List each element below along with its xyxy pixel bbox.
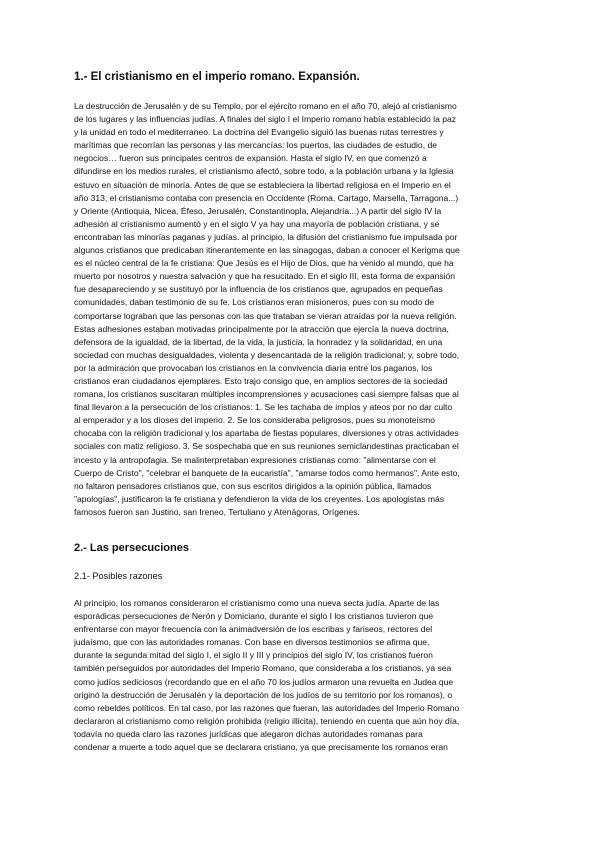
subsection-heading-2-1: 2.1- Posibles razones (74, 571, 163, 581)
section-heading-2: 2.- Las persecuciones (74, 542, 189, 554)
text-line: Cuerpo de Cristo", "celebrar el banquete de la eucaristía", "amarse todos como hermanos". Ante esto, (74, 467, 460, 478)
text-line: muerto por nosotros y nuestra salvación y que ha resucitado. En el siglo III, esta forma de expansión (74, 271, 456, 282)
text-line: famosos fueron san Justino, san Ireneo, Tertuliano y Atenágoras, Orígenes. (74, 506, 360, 517)
text-line: Al principio, los romanos consideraron el cristianismo como una nueva secta judía. Aparte de las (74, 598, 440, 608)
text-line: de los lugares y las influencias judías. A finales del siglo I el Imperio romano había establecido la paz (74, 114, 456, 125)
text-line: como judíos sediciosos (recordando que en el año 70 los judíos armaron una revuelta en Judea que (74, 676, 454, 687)
section-2-paragraph (74, 597, 530, 754)
text-line: comportarse lograban que las personas con las que trataban se vieran atraídas por la nueva religión. (74, 310, 457, 321)
text-line: al emperador y a los dioses del imperio. 2. Se los consideraba peligrosos, pues su monoteísmo (74, 415, 436, 426)
text-line: comunidades, daban testimonio de su fe. Los cristianos eran misioneros, pues con su modo de (74, 297, 435, 308)
text-line: judaísmo, que con las autoridades romanas. Con base en diversos testimonios se afirma que, (74, 637, 430, 648)
text-line: "apologías", justificaron la fe cristiana y defendieron la vida de los creyentes. Los apologistas más (74, 493, 444, 504)
text-line: condenar a muerte a todo aquel que se declarara cristiano, ya que precisamente los romanos eran (74, 742, 448, 753)
text-line: fue desapareciendo y se sustituyó por la influencia de los cristianos que, agrupados en pequeñas (74, 284, 443, 295)
text-line: romana, los cristianos suscitaran múltiples incomprensiones y acusaciones casi siempre falsas que al (74, 389, 459, 400)
text-line: algunos cristianos que predicaban itinerantemente en las sinagogas, daban a conocer el Kerigma que (74, 245, 460, 256)
text-line: estuvo en situación de minoría. Antes de que se estableciera la libertad religiosa en el Imperio en el (74, 179, 451, 190)
text-line: no faltaron pensadores cristianos que, con sus escritos dirigidos a la opinión pública, llamados (74, 480, 432, 491)
text-line: cristianos eran ciudadanos ejemplares. Esto trajo consigo que, en amplios sectores de la sociedad (74, 375, 448, 386)
text-line: y Oriente (Antioquia, Nicea, Éfeso, Jerusalén, Constantinopla, Alejandría...) A partir del siglo IV la (74, 205, 442, 216)
text-line: todavía no queda claro las razones jurídicas que alegaron dichas autoridades romanas para (74, 728, 423, 739)
text-line: declararon al cristianismo como religión prohibida (religio illicita), teniendo en cuenta que aún hoy día, (74, 715, 460, 726)
text-line: esporádicas persecuciones de Nerón y Domiciano, durante el siglo I los cristianos tuvieron que (74, 611, 434, 622)
section-heading-1: 1.- El cristianismo en el imperio romano. Expansión. (74, 71, 360, 83)
text-line: y la unidad en todo el mediterraneo. La doctrina del Evangelio siguió las buenas rutas terrestres y (74, 127, 444, 138)
text-line: por la admiración que provocaban los cristianos en la convivencia diaria entre los paganos, los (74, 362, 433, 373)
text-line: difundirse en los medios rurales, el cristianismo afectó, sobre todo, a la población urbana y la Iglesia (74, 166, 454, 177)
text-line: año 313, el cristianismo contaba con presencia en Occidente (Roma, Cartago, Marsella, Tarragona...) (74, 192, 459, 203)
text-line: marítimas que recorrían las personas y las mercancías: los puertos, las ciudades de estudio, de (74, 140, 437, 151)
text-line: encontraban las minorías paganas y judías. al principio, la difusión del cristianismo fue impulsada por (74, 231, 458, 242)
text-line: durante la segunda mitad del siglo I, el siglo II y III y principios del siglo IV, los cristianos fueron (74, 650, 433, 661)
text-line: final llevaron a la persecución de los cristianos: 1. Se les tachaba de impíos y ateos por no dar culto (74, 402, 453, 413)
text-line: chocaba con la religión tradicional y los apartaba de fiestas populares, diversiones y otras actividades (74, 428, 459, 439)
text-line: como rebeldes políticos. En tal caso, por las razones que fueran, las autoridades del Imperio Romano (74, 702, 460, 713)
text-line: adhesión al cristianismo aumentó y en el siglo V ya hay una mayoría de población cristiana, y se (74, 218, 440, 229)
text-line: enfrentarse con mayor frecuencia con la animadversión de los escribas y fariseos, rectores del (74, 624, 433, 635)
text-line: sociedad con muchas desigualdades, violenta y desencantada de la religión tradicional; y, sobre todo, (74, 349, 460, 360)
text-line: sociales con matiz religioso. 3. Se sospechaba que en sus reuniones semiclandestinas practicaban el (74, 441, 459, 452)
text-line: es el núcleo central de la fe cristiana: Que Jesús es el Hijo de Dios, que ha venido al mundo, que ha (74, 258, 454, 269)
text-line: La destrucción de Jerusalén y de su Templo, por el ejército romano en el año 70, alejó al cristianismo (74, 101, 457, 111)
text-line: negocios… fueron sus principales centros de expansión. Hasta el siglo IV, en que comenzó a (74, 153, 427, 164)
section-1-paragraph (74, 100, 530, 519)
text-line: originó la destrucción de Jerusalén y la deportación de los judíos de su territorio por los romanos), o (74, 689, 453, 700)
text-line: Estas adhesiones estaban motivadas principalmente por la atracción que ejercía la nueva doctrina, (74, 323, 449, 334)
text-line: defensora de la igualdad, de la libertad, de la vida, la justicia, la honradez y la solidaridad, en una (74, 336, 443, 347)
text-line: también perseguidos por autoridades del Imperio Romano, que consideraba a los cristianos, ya sea (74, 663, 452, 674)
text-line: incesto y la antropofagia. Se malinterpretaban expresiones cristianas como: "alimentarse con el (74, 454, 436, 465)
